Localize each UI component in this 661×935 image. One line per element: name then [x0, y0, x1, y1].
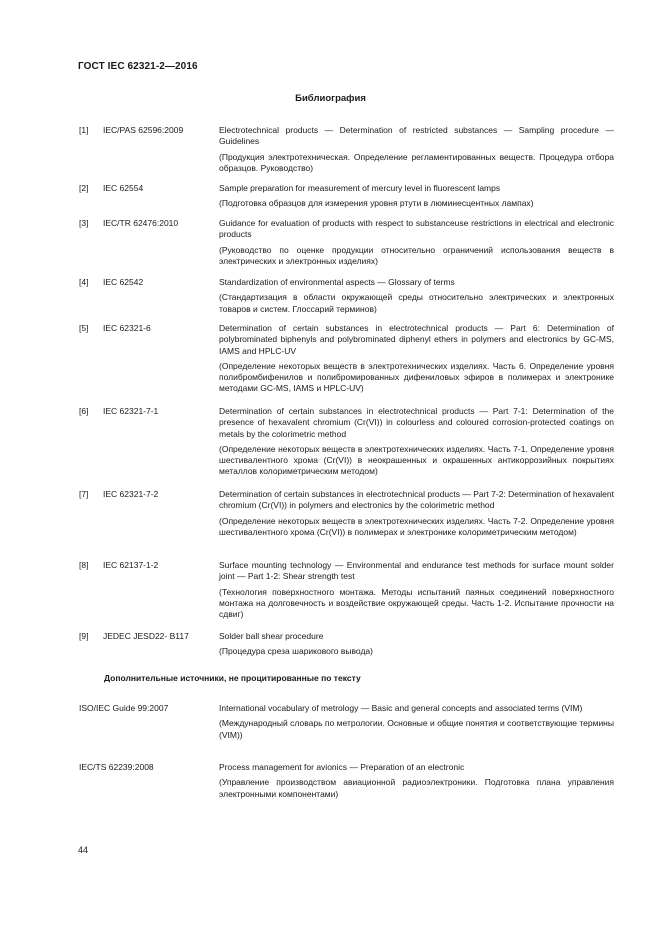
entry-title-en: Determination of certain substances in electrotechnical products — Part 7-1: Determination of the presence of hexavalent chromium (Cr(VI)) in colourless and coloured corrosion-protected coatings on metals by the colorimetric method: [219, 406, 614, 439]
entry-title-ru: (Определение некоторых веществ в электротехнических изделиях. Часть 6. Определение уровня полибромбифенилов и полибромированных дифениловых эфиров в полимерах и электронике методами GC-MS, IAMS и HPLC-UV): [219, 360, 614, 394]
entry-title-en: Surface mounting technology — Environmental and endurance test methods for surface mount solder joint — Part 1-2: Shear strength test: [219, 560, 614, 582]
entry-title-en: Solder ball shear procedure: [219, 631, 324, 641]
entry-code: IEC 62542: [103, 277, 144, 287]
entry-code: IEC 62321-6: [103, 323, 151, 333]
entry-title-en: International vocabulary of metrology — Basic and general concepts and associated terms (VIM): [219, 703, 583, 713]
entry-title-ru: (Процедура среза шарикового вывода): [219, 646, 373, 657]
entry-title-en: Process management for avionics — Preparation of an electronic: [219, 762, 465, 772]
entry-code: IEC 62321-7-2: [103, 489, 159, 499]
entry-number: [1]: [79, 125, 89, 135]
entry-title-ru: (Определение некоторых веществ в электротехнических изделиях. Часть 7-1. Определение уровня шестивалентного хрома (Cr(VI)) в неокрашенных и окрашенных антикоррозийных покрытиях металлов колориметрическим методом): [219, 443, 614, 477]
entry-title-en: Standardization of environmental aspects — Glossary of terms: [219, 277, 455, 287]
entry-code: IEC/TS 62239:2008: [79, 762, 154, 772]
entry-code: IEC 62554: [103, 183, 144, 193]
entry-title-ru: (Международный словарь по метрологии. Основные и общие понятия и соответствующие термины (VIM)): [219, 718, 614, 740]
entry-number: [9]: [79, 631, 89, 641]
entry-title-en: Determination of certain substances in electrotechnical products — Part 7-2: Determination of hexavalent chromium (Cr(VI)) in polymers and electronics by the colorimetric method: [219, 489, 614, 511]
entry-number: [5]: [79, 323, 89, 333]
entry-code: IEC 62137-1-2: [103, 560, 159, 570]
entry-number: [2]: [79, 183, 89, 193]
entry-title-en: Determination of certain substances in electrotechnical products — Part 6: Determination of polybrominated biphenyls and polybrominated diphenyl ethers in polymers and electronics by GC-MS, IAMS and HPLC-UV: [219, 323, 614, 356]
entry-code: ISO/IEC Guide 99:2007: [79, 703, 169, 713]
document-header: ГОСТ IEC 62321-2—2016: [78, 61, 198, 72]
entry-number: [7]: [79, 489, 89, 499]
entry-title-ru: (Руководство по оценке продукции относительно ограничений использования веществ в электрических и электронных изделиях): [219, 244, 614, 266]
entry-title-ru: (Определение некоторых веществ в электротехнических изделиях. Часть 7-2. Определение уровня шестивалентного хрома (Cr(VI)) в полимерах и электронике колориметрическим методом): [219, 515, 614, 537]
entry-title-en: Electrotechnical products — Determination of restricted substances — Sampling procedure — Guidelines: [219, 125, 614, 147]
entry-number: [6]: [79, 406, 89, 416]
entry-code: JEDEC JESD22- B117: [103, 631, 189, 641]
entry-number: [3]: [79, 218, 89, 228]
entry-title-en: Sample preparation for measurement of mercury level in fluorescent lamps: [219, 183, 501, 193]
entry-number: [4]: [79, 277, 89, 287]
entry-code: IEC/TR 62476:2010: [103, 218, 179, 228]
entry-title-ru: (Подготовка образцов для измерения уровня ртути в люминесцентных лампах): [219, 198, 534, 209]
page-title: Библиография: [295, 93, 366, 104]
entry-number: [8]: [79, 560, 89, 570]
entry-code: IEC/PAS 62596:2009: [103, 125, 184, 135]
entry-title-ru: (Технология поверхностного монтажа. Методы испытаний паяных соединений поверхностного монтажа на долговечность и воздействие окружающей среды. Часть 1-2. Испытание прочности на сдвиг): [219, 586, 614, 620]
page-number: 44: [78, 845, 89, 855]
additional-sources-heading: Дополнительные источники, не процитированные по тексту: [104, 673, 361, 683]
entry-title-ru: (Управление производством авиационной радиоэлектроники. Подготовка плана управления электронными компонентами): [219, 777, 614, 799]
entry-code: IEC 62321-7-1: [103, 406, 159, 416]
entry-title-ru: (Продукция электротехническая. Определение регламентированных веществ. Процедура отбора образцов. Руководство): [219, 151, 614, 173]
entry-title-en: Guidance for evaluation of products with respect to substanceuse restrictions in electrical and electronic products: [219, 218, 614, 240]
entry-title-ru: (Стандартизация в области окружающей среды относительно электрических и электронных товаров и систем. Глоссарий терминов): [219, 292, 614, 314]
